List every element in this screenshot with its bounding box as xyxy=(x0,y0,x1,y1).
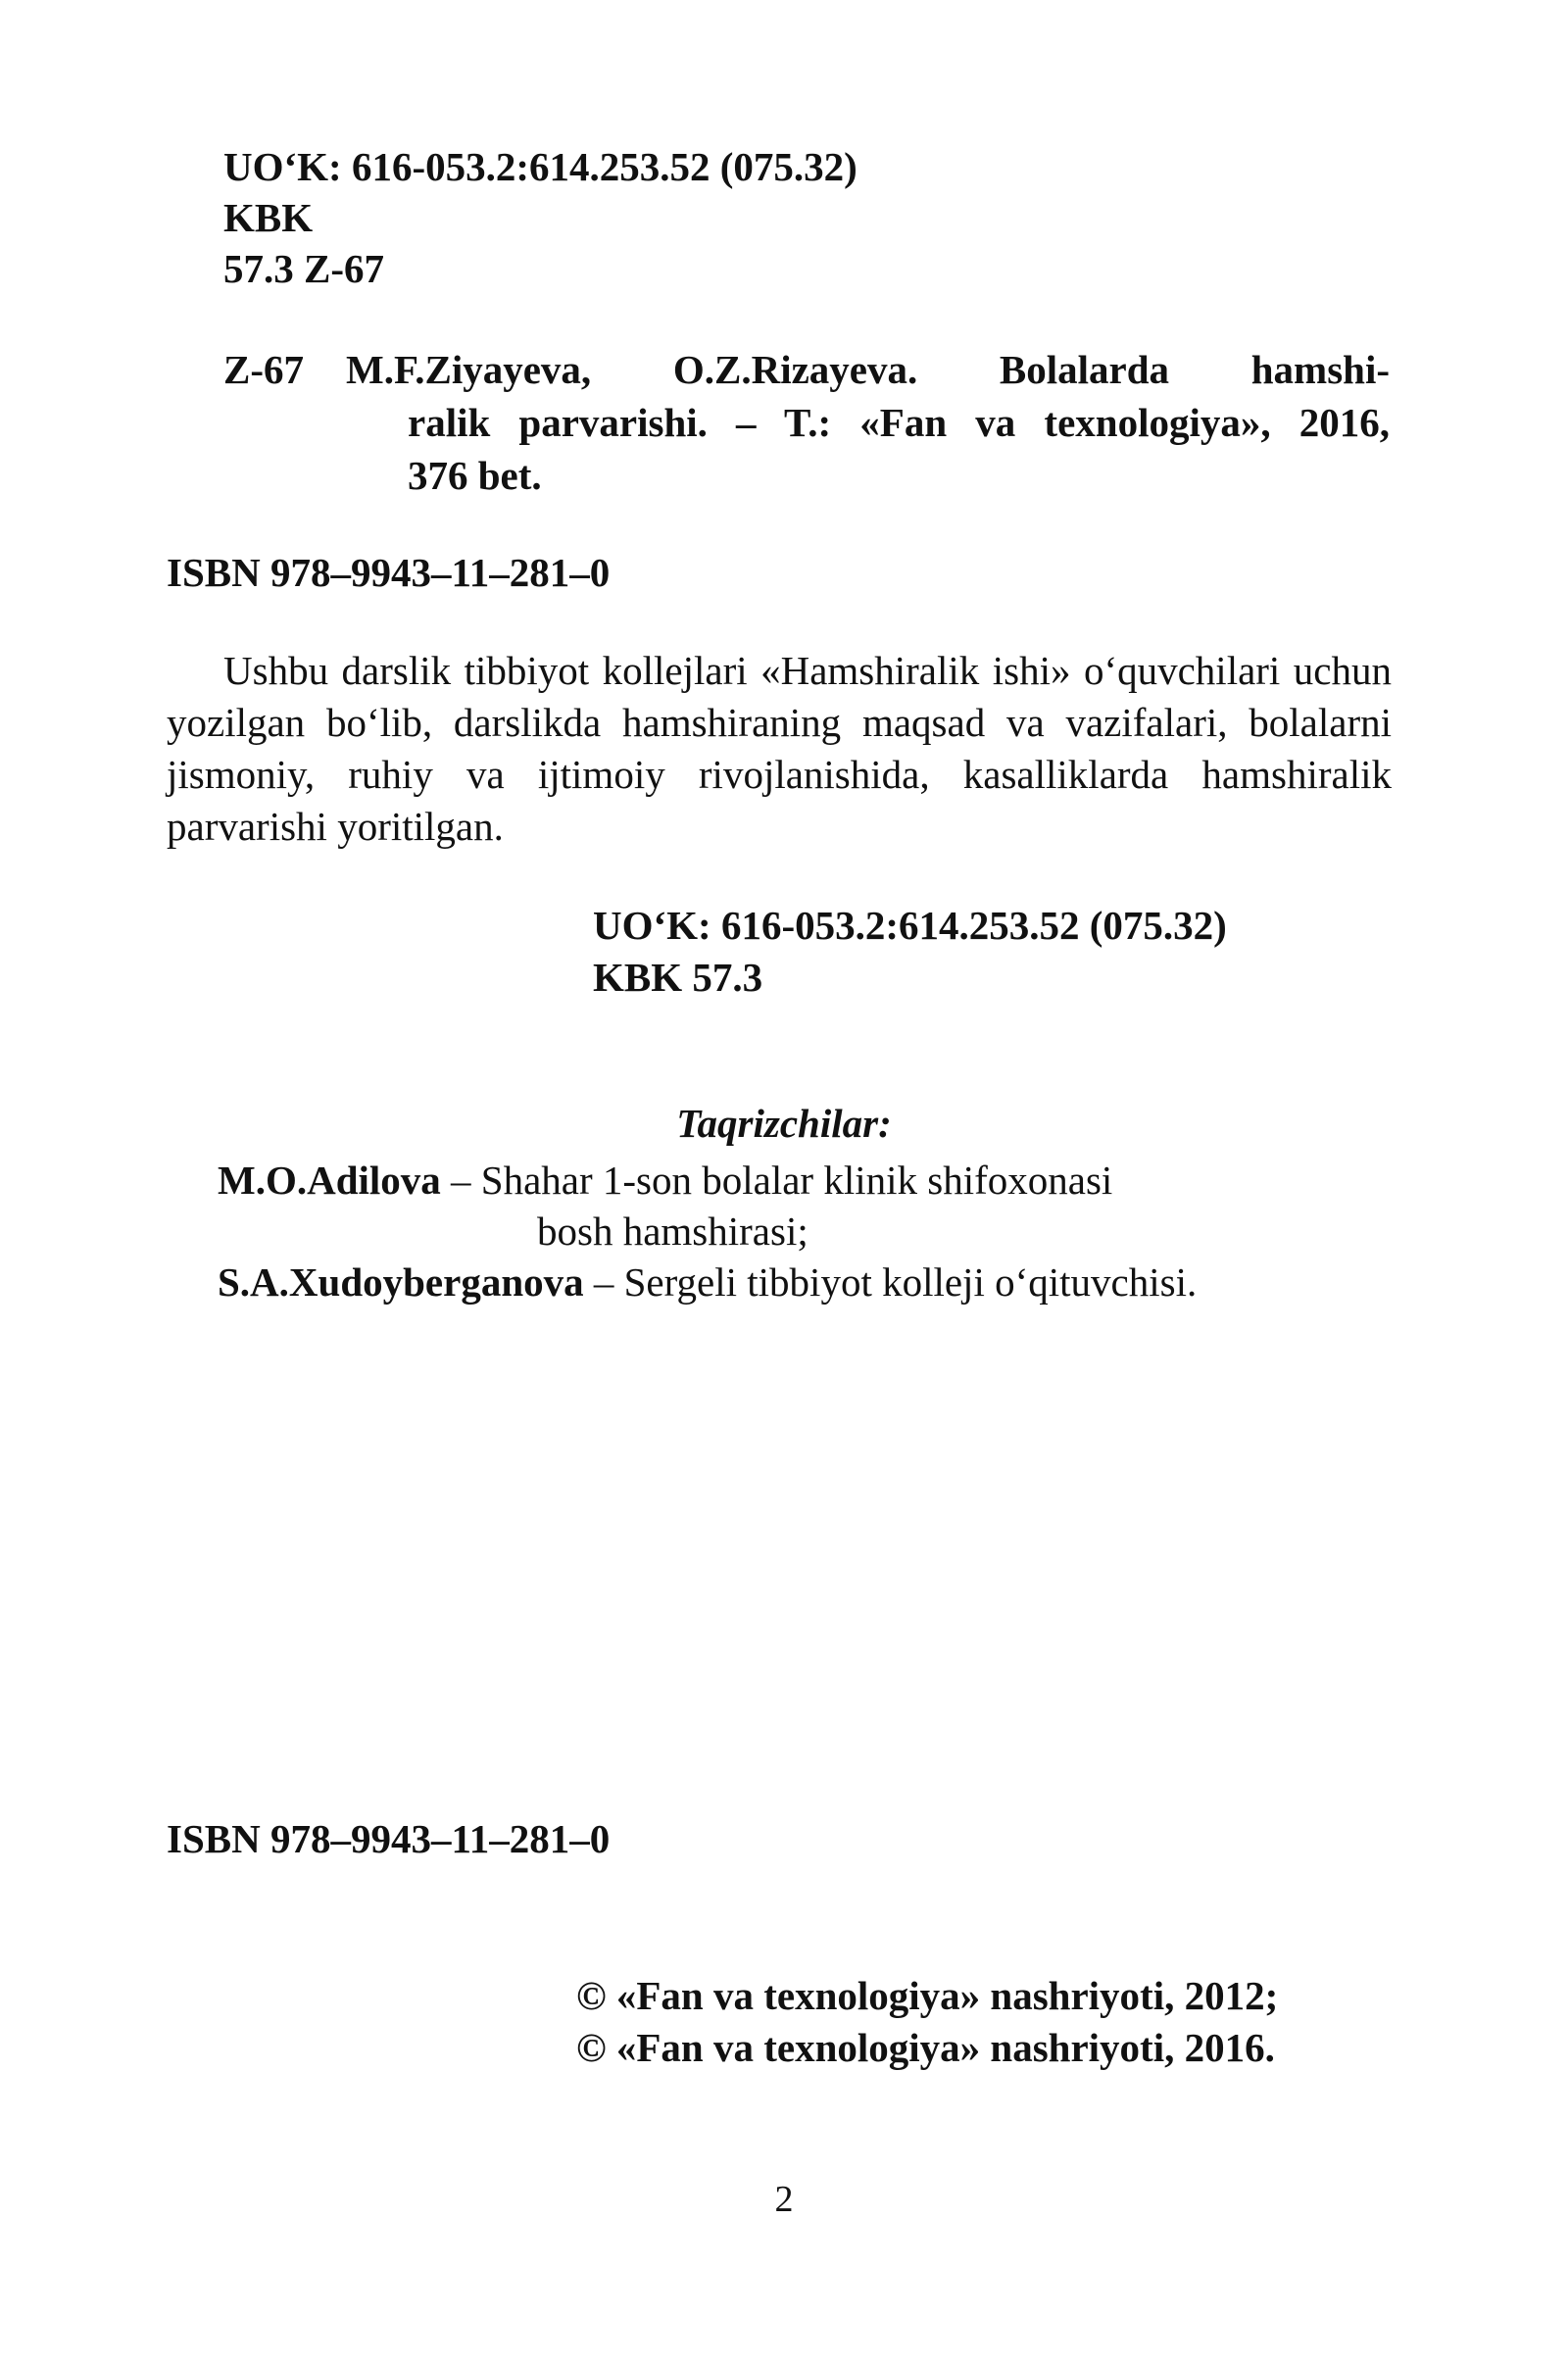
reviewer-2-dash: – xyxy=(593,1259,614,1305)
page-number: 2 xyxy=(774,2179,794,2220)
biblio-line-1: M.F.Ziyayeva, O.Z.Rizayeva. Bolalarda hamshi- xyxy=(346,347,1390,392)
reviewer-1-role: Shahar 1-son bolalar klinik shifoxonasi xyxy=(480,1158,1113,1203)
bibliographic-entry xyxy=(223,343,1390,502)
kbk-code: 57.3 Z-67 xyxy=(223,246,384,291)
reviewers-heading: Taqrizchilar: xyxy=(676,1101,892,1146)
kbk-code-bottom: KBK 57.3 xyxy=(593,955,763,1000)
isbn-bottom: ISBN 978–9943–11–281–0 xyxy=(167,1816,611,1861)
copyright-line-1: © «Fan va texnologiya» nashriyoti, 2012; xyxy=(576,1973,1279,2018)
reviewer-1 xyxy=(218,1155,1112,1206)
author-mark: Z-67 xyxy=(223,347,304,392)
biblio-line-2: ralik parvarishi. – T.: «Fan va texnologiya», 2016, xyxy=(408,400,1390,445)
copyright-block xyxy=(576,1970,1278,2074)
udk-block-bottom xyxy=(593,900,1227,1004)
udk-block-top xyxy=(223,141,858,294)
reviewer-1-role-cont: bosh hamshirasi; xyxy=(537,1208,808,1254)
biblio-line-3: 376 bet. xyxy=(408,453,542,498)
copyright-line-2: © «Fan va texnologiya» nashriyoti, 2016. xyxy=(576,2025,1275,2070)
reviewer-1-name: M.O.Adilova xyxy=(218,1158,441,1203)
udk-code: UO‘K: 616-053.2:614.253.52 (075.32) xyxy=(223,144,858,189)
isbn-top: ISBN 978–9943–11–281–0 xyxy=(167,550,611,595)
udk-code-bottom: UO‘K: 616-053.2:614.253.52 (075.32) xyxy=(593,903,1227,948)
annotation-paragraph xyxy=(167,645,1392,853)
reviewer-1-dash: – xyxy=(451,1158,471,1203)
reviewer-2-name: S.A.Xudoyberganova xyxy=(218,1259,584,1305)
annotation-text: Ushbu darslik tibbiyot kollejlari «Hamshiralik ishi» o‘quvchilari uchun yozilgan bo‘lib, darslikda hamshiraning maqsad va vazifalari, bolalarni jismoniy, ruhiy va ijtimoiy rivojlanishida, kasalliklarda hamshiralik parvarishi yoritilgan. xyxy=(167,648,1392,849)
reviewer-2 xyxy=(218,1257,1197,1307)
kbk-label: KBK xyxy=(223,195,314,240)
reviewer-2-role: Sergeli tibbiyot kolleji o‘qituvchisi. xyxy=(623,1259,1198,1305)
